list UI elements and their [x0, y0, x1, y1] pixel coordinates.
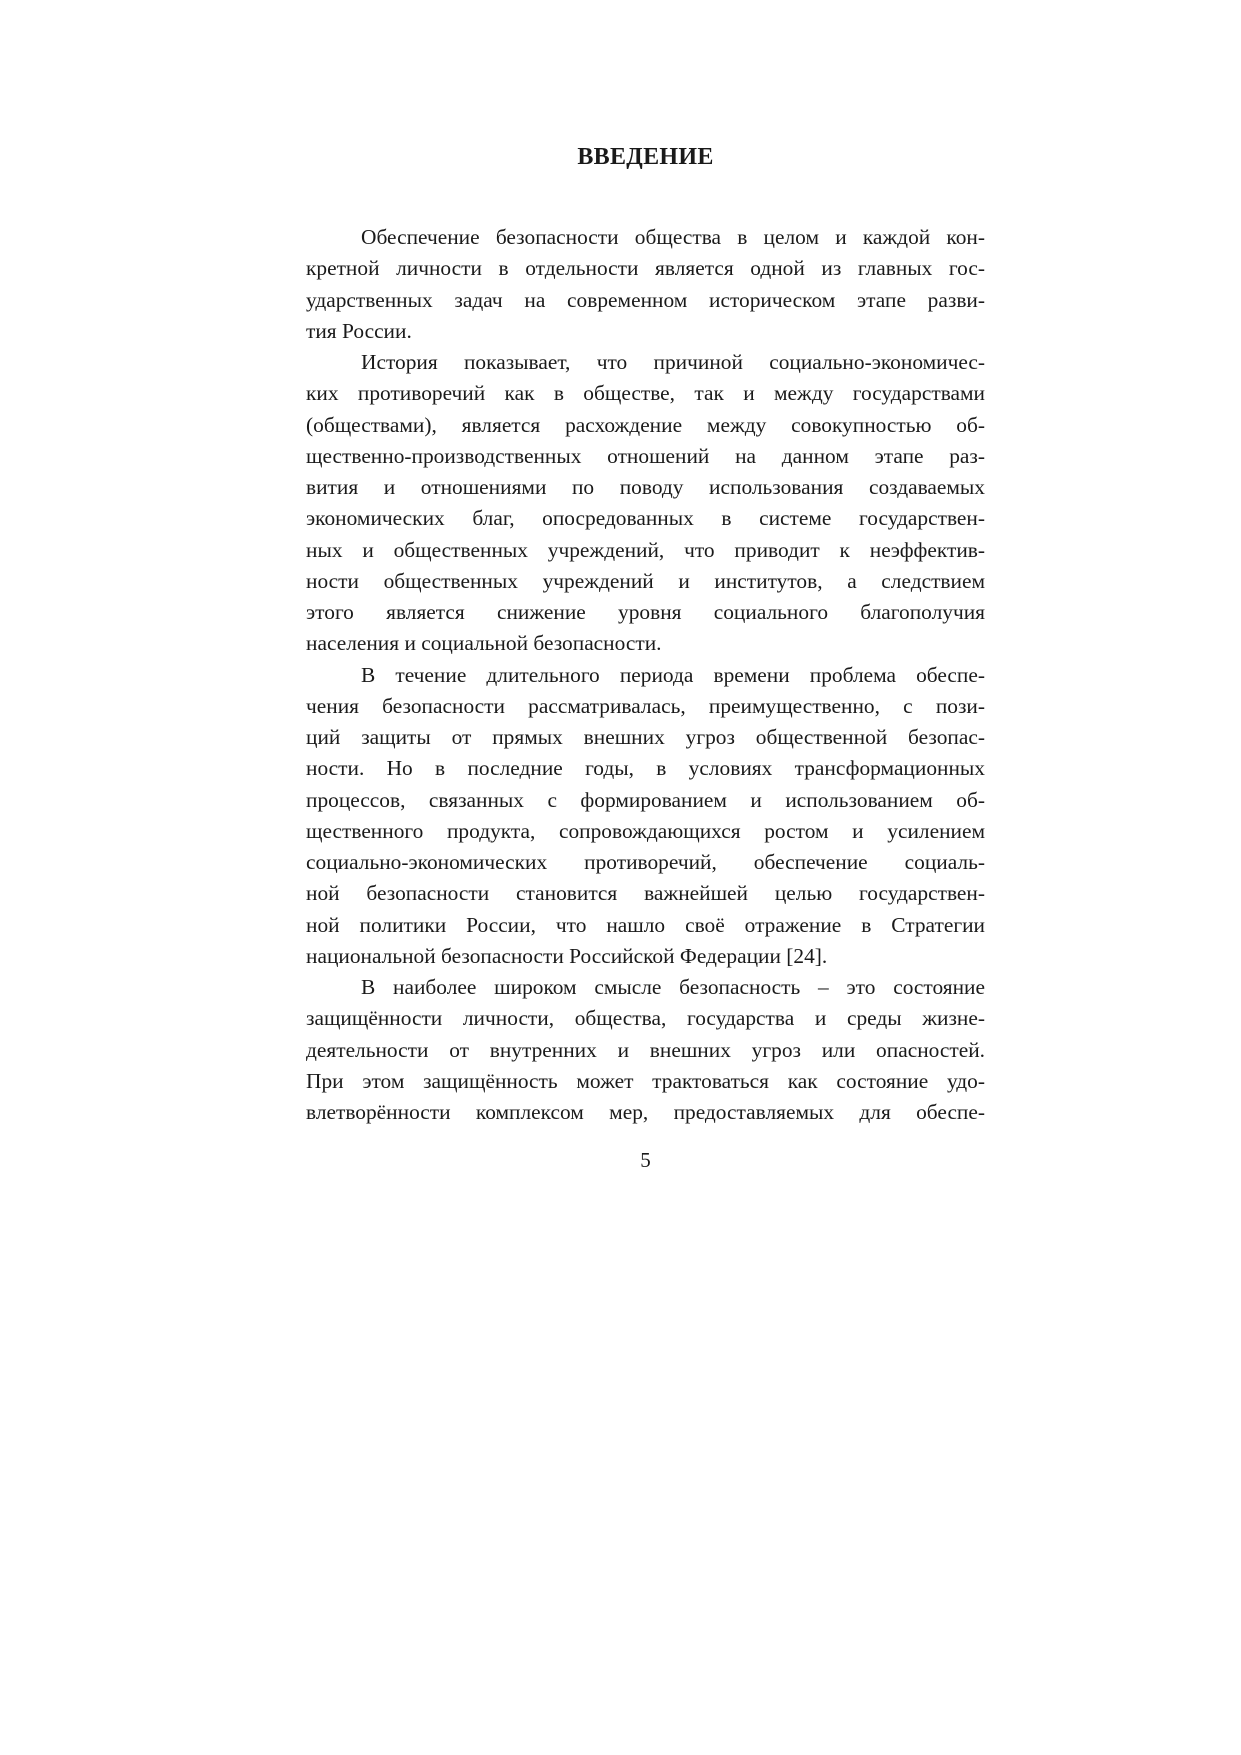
text-line: ких противоречий как в обществе, так и между государствами [306, 381, 985, 406]
text-line: щественно-производственных отношений на данном этапе раз- [306, 443, 985, 468]
text-line: ций защиты от прямых внешних угроз общественной безопас- [306, 725, 985, 749]
text-line: ной безопасности становится важнейшей целью государствен- [306, 881, 985, 906]
paragraph [306, 347, 985, 660]
page-number: 5 [640, 1148, 651, 1172]
text-line: При этом защищённость может трактоваться как состояние удо- [306, 1068, 985, 1093]
text-line: населения и социальной безопасности. [306, 631, 662, 656]
text-line: процессов, связанных с формированием и использованием об- [306, 787, 985, 812]
paragraph [306, 660, 985, 973]
text-line: ной политики России, что нашло своё отражение в Стратегии [306, 912, 985, 937]
paragraph [306, 222, 985, 347]
text-line: ности. Но в последние годы, в условиях трансформационных [306, 756, 985, 781]
text-line: ударственных задач на современном историческом этапе разви- [306, 287, 985, 312]
text-line: национальной безопасности Российской Федерации [24]. [306, 943, 828, 968]
body-text [306, 222, 985, 1128]
text-line: вития и отношениями по поводу использования создаваемых [306, 475, 985, 499]
text-line: В течение длительного периода времени проблема обеспе- [361, 662, 985, 687]
section-heading: ВВЕДЕНИЕ [577, 144, 714, 170]
text-line: (обществами), является расхождение между совокупностью об- [306, 412, 985, 437]
text-line: кретной личности в отдельности является одной из главных гос- [306, 256, 985, 281]
text-line: экономических благ, опосредованных в системе государствен- [306, 506, 985, 531]
text-line: этого является снижение уровня социального благополучия [306, 600, 985, 624]
text-line: Обеспечение безопасности общества в целом и каждой кон- [361, 225, 985, 249]
text-line: В наиболее широком смысле безопасность – это состояние [361, 975, 985, 999]
text-line: социально-экономических противоречий, обеспечение социаль- [306, 850, 985, 874]
text-line: чения безопасности рассматривалась, преимущественно, с пози- [306, 693, 985, 718]
text-line: влетворённости комплексом мер, предоставляемых для обеспе- [306, 1100, 985, 1124]
text-line: деятельности от внутренних и внешних угроз или опасностей. [306, 1037, 985, 1062]
text-line: защищённости личности, общества, государства и среды жизне- [306, 1006, 985, 1031]
text-line: ности общественных учреждений и институтов, а следствием [306, 568, 985, 593]
text-line: История показывает, что причиной социально-экономичес- [361, 350, 985, 374]
paragraph [306, 972, 985, 1128]
text-line: ных и общественных учреждений, что приводит к неэффектив- [306, 537, 985, 562]
text-line: щественного продукта, сопровождающихся ростом и усилением [306, 818, 985, 843]
text-line: тия России. [306, 318, 412, 343]
